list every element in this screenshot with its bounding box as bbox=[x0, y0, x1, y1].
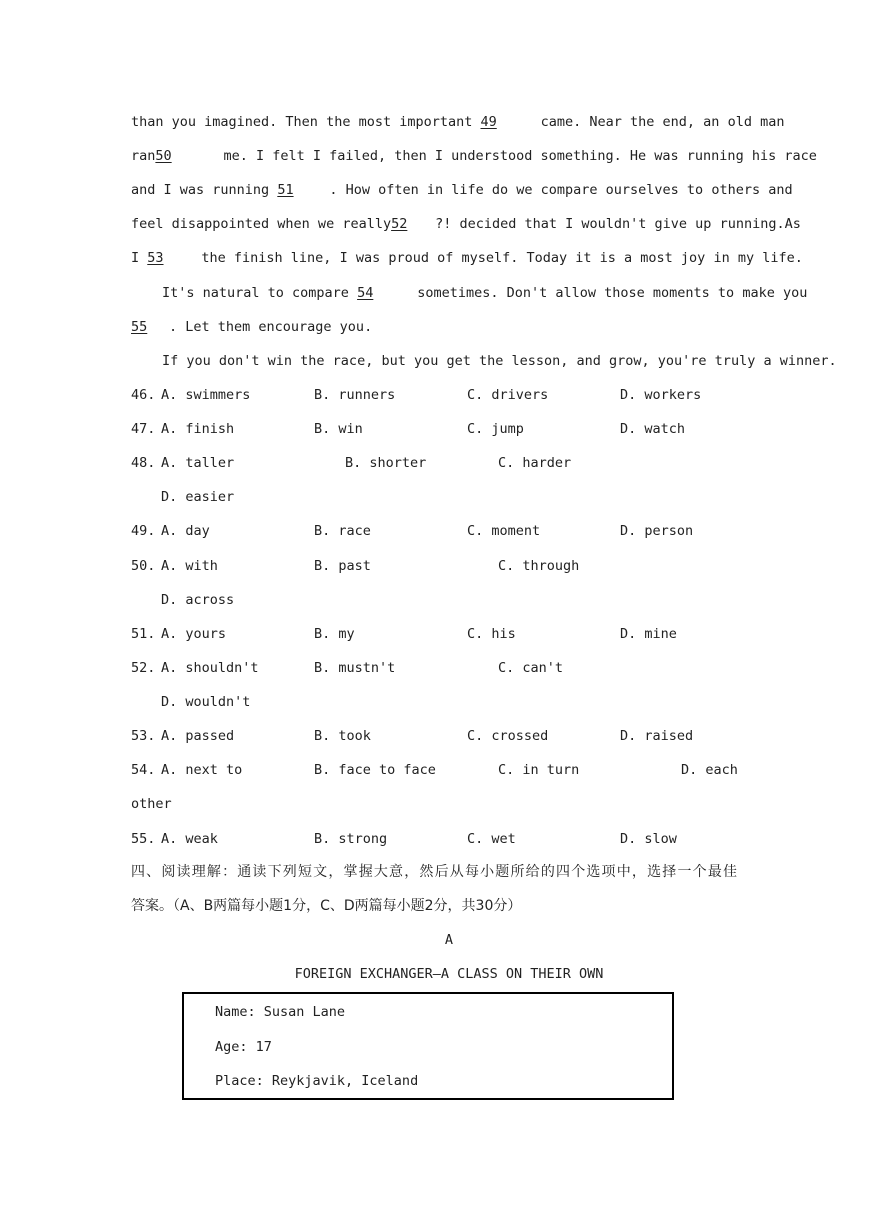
passage-line-3 bbox=[131, 180, 793, 200]
question-50-option-a: A. with bbox=[161, 558, 218, 574]
passage-line-6 bbox=[162, 283, 808, 303]
question-48-option-c: C. harder bbox=[498, 455, 572, 471]
question-53-option-a: A. passed bbox=[161, 728, 235, 744]
question-46-option-d: D. workers bbox=[620, 387, 702, 403]
question-48-option-a: A. taller bbox=[161, 455, 235, 471]
passage-line-1 bbox=[131, 112, 785, 132]
question-49-option-c: C. moment bbox=[467, 523, 541, 539]
passage-line-5 bbox=[131, 248, 803, 268]
question-51-option-d: D. mine bbox=[620, 626, 677, 642]
blank-52: 52 bbox=[391, 216, 408, 232]
question-54-number: 54. bbox=[131, 762, 156, 778]
question-51-option-c: C. his bbox=[467, 626, 516, 642]
blank-53: 53 bbox=[147, 250, 164, 266]
question-54-option-c: C. in turn bbox=[498, 762, 580, 778]
question-50-option-c: C. through bbox=[498, 558, 580, 574]
passage-text: the finish line, I was proud of myself. Today it is a most joy in my life. bbox=[193, 250, 803, 266]
passage-text: than you imagined. Then the most important bbox=[131, 114, 481, 130]
question-55-option-b: B. strong bbox=[314, 831, 388, 847]
section-instruction-line-2: 答案。（A、B两篇每小题1分，C、D两篇每小题2分，共30分） bbox=[131, 898, 522, 914]
question-51-number: 51. bbox=[131, 626, 156, 642]
question-52-option-d: D. wouldn't bbox=[161, 694, 251, 710]
question-46-number: 46. bbox=[131, 387, 156, 403]
question-51-option-b: B. my bbox=[314, 626, 355, 642]
question-54-option-b: B. face to face bbox=[314, 762, 436, 778]
passage-line-8: If you don't win the race, but you get the lesson, and grow, you're truly a winner. bbox=[162, 353, 837, 369]
question-52-option-b: B. mustn't bbox=[314, 660, 396, 676]
blank-51: 51 bbox=[277, 182, 294, 198]
profile-place: Place: Reykjavik, Iceland bbox=[215, 1073, 419, 1089]
profile-box bbox=[182, 992, 674, 1100]
passage-text: came. Near the end, an old man bbox=[532, 114, 785, 130]
passage-text: It's natural to compare bbox=[162, 285, 358, 301]
question-53-option-b: B. took bbox=[314, 728, 371, 744]
question-51-option-a: A. yours bbox=[161, 626, 227, 642]
question-52-option-c: C. can't bbox=[498, 660, 564, 676]
section-instruction-line-1: 四、阅读理解：通读下列短文，掌握大意，然后从每小题所给的四个选项中，选择一个最佳 bbox=[131, 864, 737, 880]
question-50-option-b: B. past bbox=[314, 558, 371, 574]
question-47-option-d: D. watch bbox=[620, 421, 686, 437]
question-52-number: 52. bbox=[131, 660, 156, 676]
question-46-option-b: B. runners bbox=[314, 387, 396, 403]
question-49-number: 49. bbox=[131, 523, 156, 539]
blank-54: 54 bbox=[357, 285, 374, 301]
question-46-option-c: C. drivers bbox=[467, 387, 549, 403]
profile-name: Name: Susan Lane bbox=[215, 1004, 346, 1020]
question-48-option-b: B. shorter bbox=[345, 455, 427, 471]
passage-line-4 bbox=[131, 214, 801, 234]
passage-text: me. I felt I failed, then I understood something. He was running his race bbox=[215, 148, 817, 164]
question-49-option-b: B. race bbox=[314, 523, 371, 539]
passage-title: FOREIGN EXCHANGER—A CLASS ON THEIR OWN bbox=[294, 966, 604, 982]
passage-text: I bbox=[131, 250, 148, 266]
question-55-option-c: C. wet bbox=[467, 831, 516, 847]
passage-text: sometimes. Don't allow those moments to make you bbox=[409, 285, 808, 301]
blank-55: 55 bbox=[131, 319, 148, 335]
passage-text: . How often in life do we compare ourselves to others and bbox=[329, 182, 793, 198]
question-49-option-a: A. day bbox=[161, 523, 210, 539]
question-54-option-d: D. each bbox=[681, 762, 738, 778]
passage-text: . Let them encourage you. bbox=[169, 319, 373, 335]
passage-text: ran bbox=[131, 148, 156, 164]
question-53-number: 53. bbox=[131, 728, 156, 744]
question-47-option-c: C. jump bbox=[467, 421, 524, 437]
blank-50: 50 bbox=[155, 148, 172, 164]
question-47-number: 47. bbox=[131, 421, 156, 437]
question-47-option-a: A. finish bbox=[161, 421, 235, 437]
profile-age: Age: 17 bbox=[215, 1039, 272, 1055]
question-52-option-a: A. shouldn't bbox=[161, 660, 259, 676]
blank-49: 49 bbox=[480, 114, 497, 130]
question-54-option-d-continued: other bbox=[131, 796, 172, 812]
passage-text: and I was running bbox=[131, 182, 278, 198]
question-46-option-a: A. swimmers bbox=[161, 387, 251, 403]
question-55-number: 55. bbox=[131, 831, 156, 847]
passage-part-label: A bbox=[444, 932, 454, 948]
question-50-number: 50. bbox=[131, 558, 156, 574]
question-49-option-d: D. person bbox=[620, 523, 694, 539]
question-53-option-d: D. raised bbox=[620, 728, 694, 744]
question-54-option-a: A. next to bbox=[161, 762, 243, 778]
passage-line-2 bbox=[131, 146, 817, 166]
passage-text: feel disappointed when we really bbox=[131, 216, 392, 232]
question-55-option-a: A. weak bbox=[161, 831, 218, 847]
question-53-option-c: C. crossed bbox=[467, 728, 549, 744]
question-50-option-d: D. across bbox=[161, 592, 235, 608]
passage-line-7 bbox=[131, 317, 737, 337]
question-47-option-b: B. win bbox=[314, 421, 363, 437]
question-48-option-d: D. easier bbox=[161, 489, 235, 505]
passage-text: ?! decided that I wouldn't give up running.As bbox=[435, 216, 801, 232]
question-48-number: 48. bbox=[131, 455, 156, 471]
question-55-option-d: D. slow bbox=[620, 831, 677, 847]
